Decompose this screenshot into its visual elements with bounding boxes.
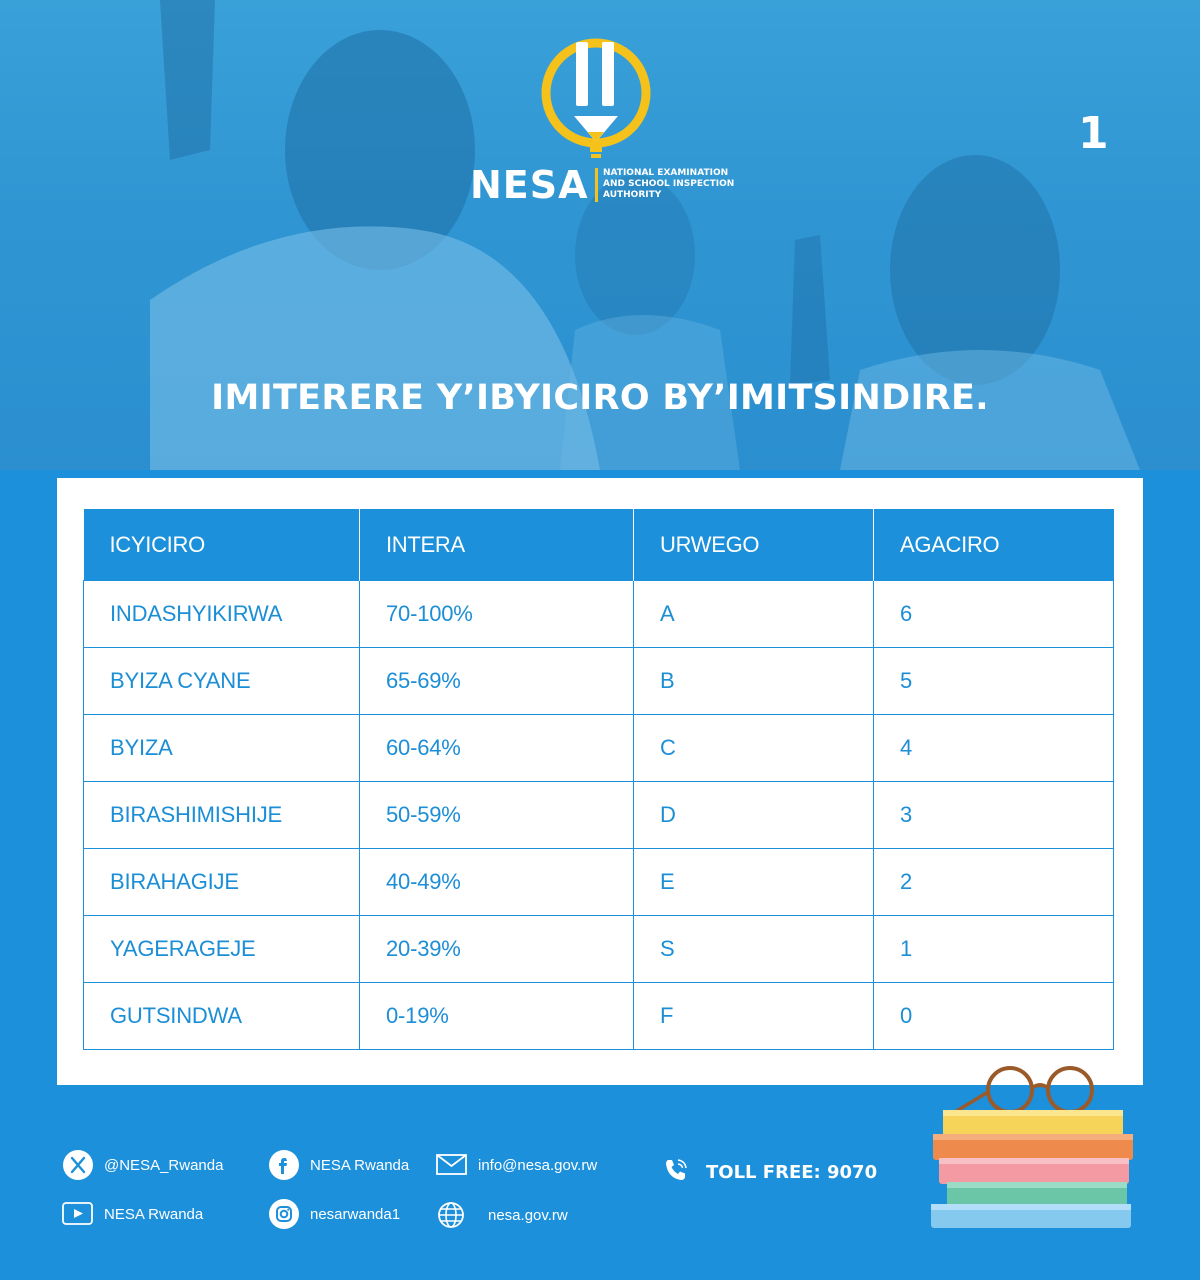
table-row [84,782,1114,849]
instagram-icon [268,1198,300,1230]
table-cell: 50-59% [360,782,634,849]
table-cell: 0-19% [360,983,634,1050]
table-cell: BIRASHIMISHIJE [84,782,360,849]
table-cell: E [634,849,874,916]
table-cell: 4 [874,715,1114,782]
table-cell: F [634,983,874,1050]
youtube-channel: NESA Rwanda [104,1205,204,1223]
phone-icon [662,1156,690,1189]
email-address: info@nesa.gov.rw [478,1156,598,1174]
table-cell: 5 [874,648,1114,715]
grading-table-card [57,478,1143,1085]
table-cell: 65-69% [360,648,634,715]
youtube-icon [62,1202,94,1226]
authority-line: AUTHORITY [603,190,662,200]
table-cell: A [634,581,874,648]
hero-banner [0,0,1200,470]
facebook-icon [268,1149,300,1181]
table-cell: 1 [874,916,1114,983]
table-cell: GUTSINDWA [84,983,360,1050]
table-row [84,849,1114,916]
twitter-handle: @NESA_Rwanda [104,1156,224,1174]
authority-line: NATIONAL EXAMINATION [603,168,729,178]
table-cell: INDASHYIKIRWA [84,581,360,648]
table-cell: BYIZA [84,715,360,782]
column-header: INTERA [360,509,634,581]
table-cell: BIRAHAGIJE [84,849,360,916]
mail-icon [436,1154,468,1176]
table-cell: 70-100% [360,581,634,648]
table-row [84,916,1114,983]
books-illustration [925,1060,1145,1232]
table-cell: S [634,916,874,983]
table-cell: C [634,715,874,782]
table-cell: 3 [874,782,1114,849]
table-row [84,648,1114,715]
toll-free-contact[interactable] [662,1156,877,1189]
table-cell: 2 [874,849,1114,916]
column-header: URWEGO [634,509,874,581]
page-number: 1 [1078,108,1109,159]
authority-line: AND SCHOOL INSPECTION [603,179,735,189]
facebook-page: NESA Rwanda [310,1156,410,1174]
website-url: nesa.gov.rw [488,1206,568,1224]
logo-wordmark: NESA [470,163,589,207]
youtube-link[interactable] [62,1202,203,1226]
logo-divider [595,168,598,202]
table-cell: B [634,648,874,715]
table-header-row [84,509,1114,581]
x-twitter-icon [62,1149,94,1181]
table-cell: 20-39% [360,916,634,983]
pencil-bulb-icon [470,38,740,168]
globe-icon [436,1200,466,1230]
glasses-illustration [955,1068,1092,1112]
nesa-logo [470,38,740,208]
table-cell: D [634,782,874,849]
table-cell: 0 [874,983,1114,1050]
facebook-link[interactable] [268,1149,409,1181]
table-row [84,715,1114,782]
instagram-handle: nesarwanda1 [310,1205,401,1223]
table-row [84,983,1114,1050]
twitter-link[interactable] [62,1149,223,1181]
table-cell: 40-49% [360,849,634,916]
toll-free-number: TOLL FREE: 9070 [706,1162,878,1183]
grading-table [83,509,1114,1050]
website-link[interactable] [436,1200,568,1230]
page-title: IMITERERE Y’IBYICIRO BY’IMITSINDIRE. [211,378,989,418]
table-cell: BYIZA CYANE [84,648,360,715]
column-header: AGACIRO [874,509,1114,581]
email-link[interactable] [436,1154,597,1176]
table-row [84,581,1114,648]
instagram-link[interactable] [268,1198,400,1230]
table-cell: 60-64% [360,715,634,782]
table-cell: 6 [874,581,1114,648]
column-header: ICYICIRO [84,509,360,581]
table-cell: YAGERAGEJE [84,916,360,983]
logo-authority-text [603,168,743,201]
